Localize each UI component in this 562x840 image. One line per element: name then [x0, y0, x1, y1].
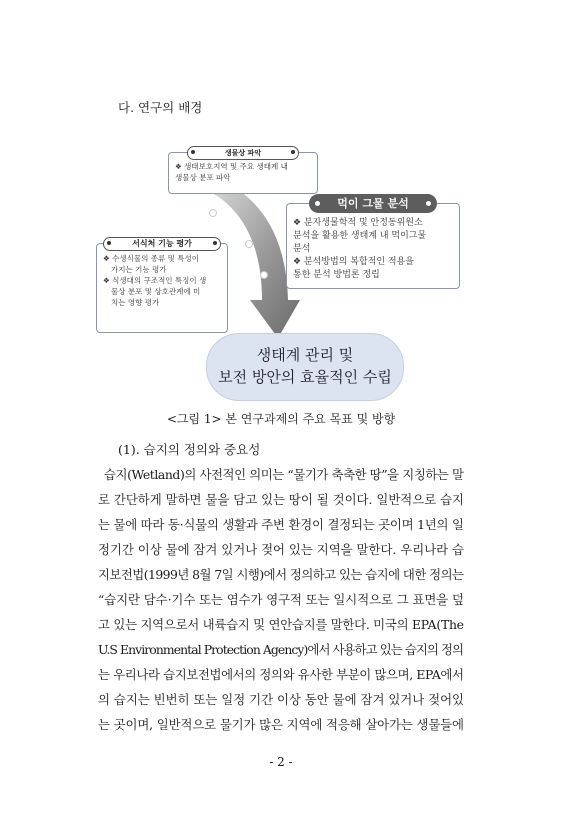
body-text-line: 는 곳이며, 일반적으로 물기가 많은 지역에 적응해 살아가는 생물들에	[98, 717, 464, 732]
goal-line: 보전 방안의 효율적인 수립	[218, 368, 392, 386]
body-text-line: 는 우리나라 습지보전법에서의 정의와 유사한 부분이 많으며, EPA에서	[98, 667, 464, 682]
species-survey-title: 생물상 파악	[187, 146, 299, 160]
body-text-line: 의 습지는 빈번히 또는 일정 기간 이상 동안 물에 잠겨 있거나 젖어있	[98, 692, 464, 707]
goal-oval	[206, 333, 404, 401]
body-text-line: 습지(Wetland)의 사전적인 의미는 “물기가 축축한 땅”을 지칭하는 말	[104, 467, 464, 482]
food-web-title: 먹이 그물 분석	[309, 194, 437, 213]
subsection-heading: (1). 습지의 정의와 중요성	[118, 442, 261, 457]
food-web-item: ❖ 분석방법의 복합적인 적용을	[293, 257, 414, 267]
species-survey-box	[168, 149, 318, 194]
habitat-function-title: 서식처 기능 평가	[103, 237, 221, 251]
page-number: - 2 -	[269, 755, 293, 769]
food-web-box	[286, 197, 460, 289]
habitat-function-item: 치는 영향 평가	[111, 298, 160, 307]
goal-line: 생태계 관리 및	[256, 346, 354, 364]
food-web-item: 분석을 활용한 생태계 내 먹이그물	[293, 231, 427, 241]
body-text-line: 로 간단하게 말하면 물을 담고 있는 땅이 될 것이다. 일반적으로 습지	[98, 492, 464, 507]
habitat-function-item: 가지는 기능 평가	[111, 265, 167, 274]
section-heading: 다. 연구의 배경	[118, 100, 203, 115]
species-survey-item: ❖ 생태보호지역 및 주요 생태계 내	[175, 162, 288, 171]
habitat-function-item: 물상 분포 및 상호관계에 미	[111, 287, 201, 296]
habitat-function-item: ❖ 식생대의 구조적인 특징이 생	[103, 276, 207, 285]
habitat-function-item: ❖ 수생식물의 종류 및 특성이	[103, 254, 199, 263]
body-text-line: 지보전법(1999년 8월 7일 시행)에서 정의하고 있는 습지에 대한 정의는	[98, 567, 464, 582]
body-text-line: U.S Environmental Protection Agency)에서 사용하고 있는 습지의 정의	[98, 642, 464, 657]
body-text-line: 고 있는 지역으로서 내륙습지 및 연안습지를 말한다. 미국의 EPA(The	[98, 617, 464, 632]
species-survey-item: 생물상 분포 파악	[175, 173, 231, 182]
research-goals-figure	[0, 0, 562, 400]
food-web-item: ❖ 분자생물학적 및 안정동위원소	[293, 218, 423, 228]
habitat-function-box	[96, 239, 228, 333]
body-text-line: “습지란 담수·기수 또는 염수가 영구적 또는 일시적으로 그 표면을 덮	[98, 592, 464, 607]
figure-caption: <그림 1> 본 연구과제의 주요 목표 및 방향	[166, 412, 396, 426]
body-text-line: 정기간 이상 물에 잠겨 있거나 젖어 있는 지역을 말한다. 우리나라 습	[98, 542, 464, 557]
body-text-line: 는 물에 따라 동·식물의 생활과 주변 환경이 결정되는 곳이며 1년의 일	[98, 517, 464, 532]
food-web-item: 통한 분석 방법론 정립	[293, 270, 380, 280]
food-web-item: 분석	[293, 244, 311, 254]
